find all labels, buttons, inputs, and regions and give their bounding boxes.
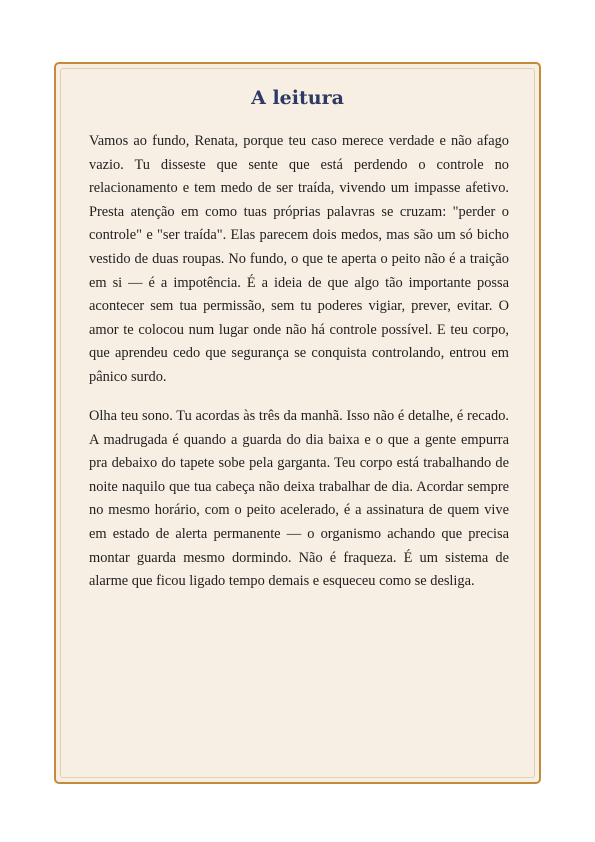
paragraph-2: Olha teu sono. Tu acordas às três da manhã. Isso não é detalhe, é recado. A madrugada é quando a guarda do dia baixa e o que a gente empurra pra debaixo do tapete sobe pela garganta. Teu corpo está trabalhando de noite naquilo que tua cabeça não deixa trabalhar de dia. Acordar sempre no mesmo horário, com o peito acelerado, é a assinatura de quem vive em estado de alerta permanente — o organismo achando que precisa montar guarda mesmo dormindo. Não é fraqueza. É um sistema de alarme que ficou ligado tempo demais e esqueceu como se desliga.	[89, 408, 509, 590]
paragraph-1: Vamos ao fundo, Renata, porque teu caso merece verdade e não afago vazio. Tu disseste que sente que está perdendo o controle no relacionamento e tem medo de ser traída, vivendo um impasse afetivo. Presta atenção em como tuas próprias palavras se cruzam: "perder o controle" e "ser traída". Elas parecem dois medos, mas são um só bicho vestido de duas roupas. No fundo, o que te aperta o peito não é a traição em si — é a impotência. É a ideia de que algo tão importante possa acontecer sem tua permissão, sem tu poderes vigiar, prever, evitar. O amor te colocou num lugar onde não há controle possível. E teu corpo, que aprendeu cedo que segurança se conquista controlando, entrou em pânico surdo.	[89, 133, 509, 385]
page-title: A leitura	[251, 87, 344, 109]
reading-card	[54, 62, 541, 784]
